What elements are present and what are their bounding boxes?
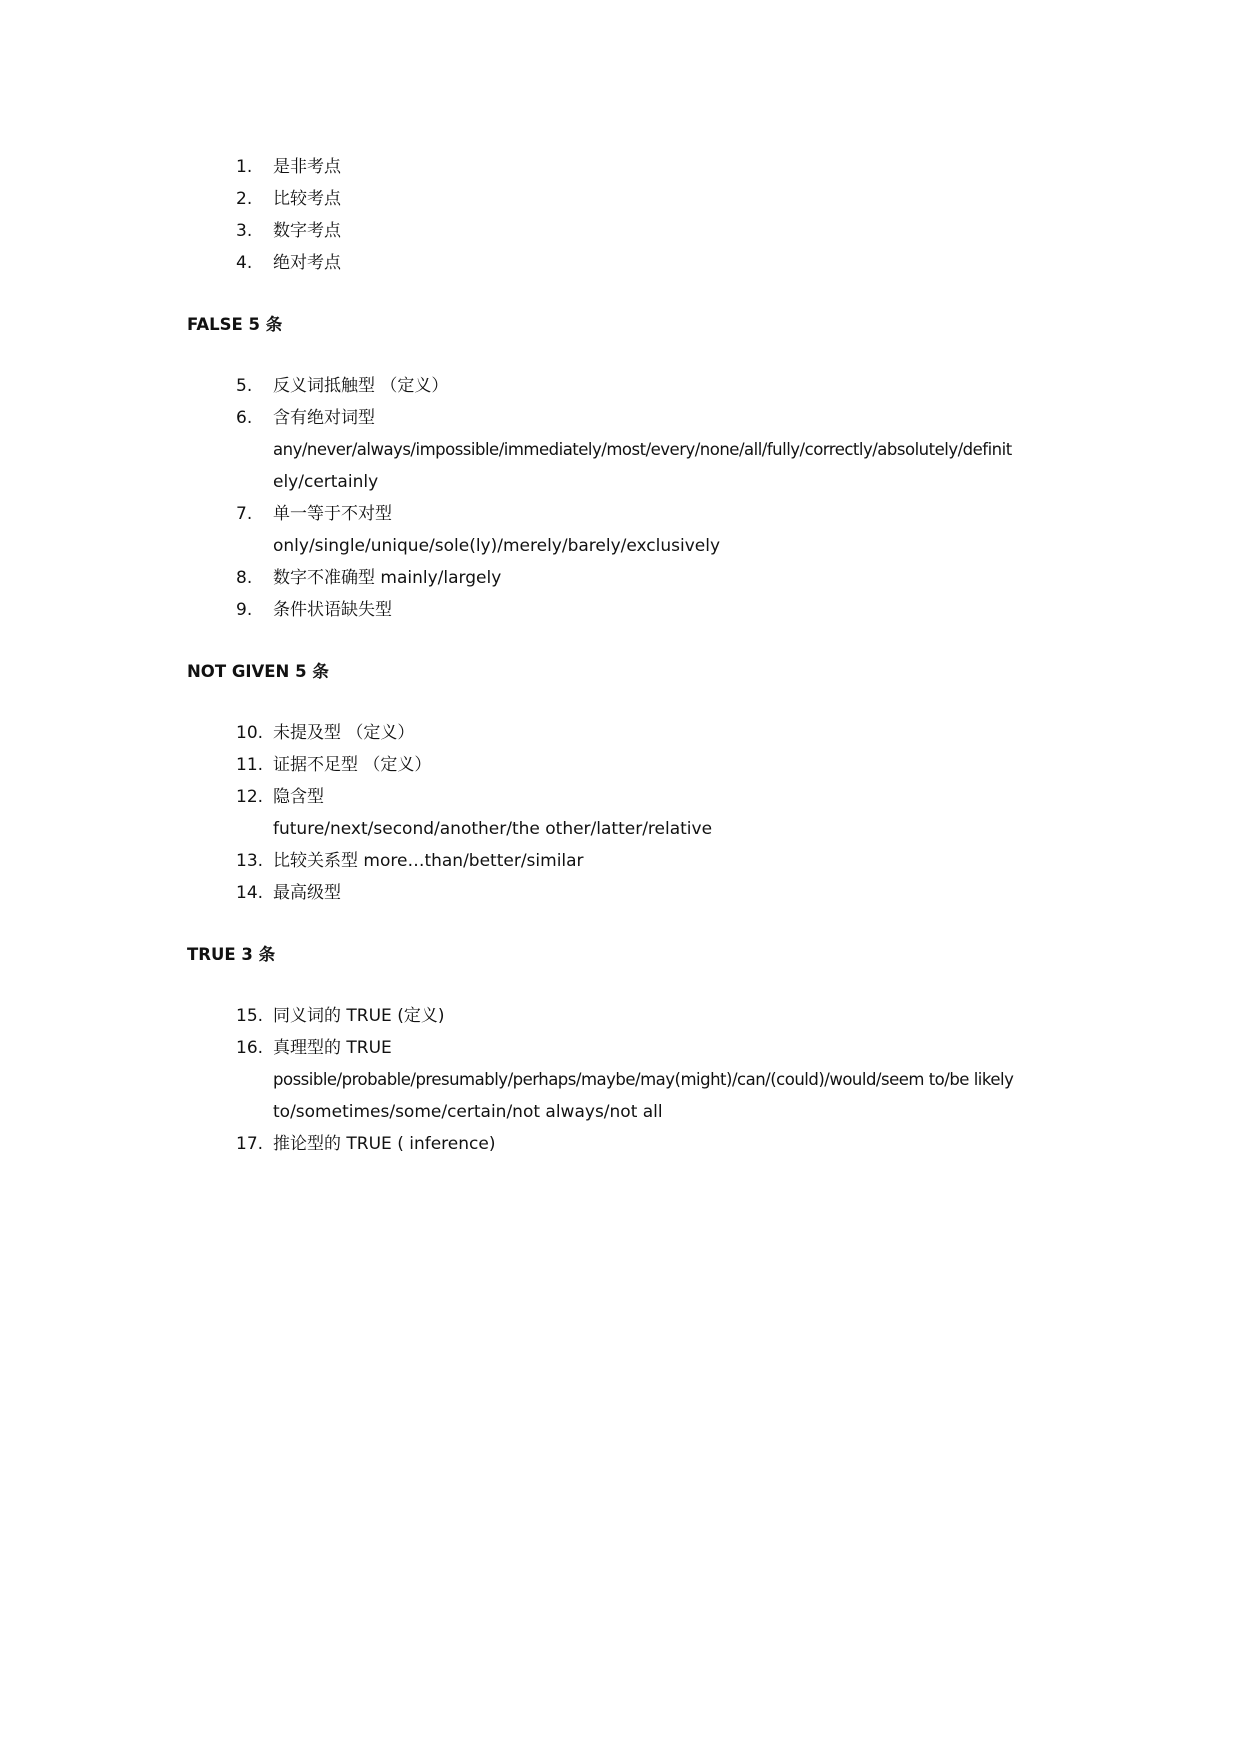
item-text: 单一等于不对型 (273, 504, 392, 524)
item-text: 同义词的 TRUE (定义) (273, 1006, 445, 1026)
list-item (236, 1133, 495, 1155)
item-number: 7. (236, 504, 253, 524)
item-number: 6. (236, 408, 253, 428)
item-number: 11. (236, 755, 264, 775)
list-item (236, 503, 392, 525)
item-text: 推论型的 TRUE ( inference) (273, 1134, 496, 1154)
list-item (236, 850, 584, 872)
list-item (236, 722, 414, 744)
item-continuation: possible/probable/presumably/perhaps/maybe/may(might)/can/(could)/would/seem to/be likely (273, 1070, 1014, 1089)
item-text: 绝对考点 (273, 253, 341, 273)
item-number: 4. (236, 253, 253, 273)
item-text: 证据不足型 （定义） (273, 755, 432, 775)
item-number: 14. (236, 883, 264, 903)
list-item (236, 882, 341, 904)
item-number: 1. (236, 157, 253, 177)
list-item (236, 220, 341, 242)
section-heading-not-given: NOT GIVEN 5 条 (187, 662, 329, 681)
list-item (236, 599, 392, 621)
item-continuation: only/single/unique/sole(ly)/merely/barely/exclusively (273, 536, 721, 556)
item-number: 15. (236, 1006, 264, 1026)
item-number: 17. (236, 1134, 264, 1154)
item-text: 比较考点 (273, 189, 341, 209)
item-text: 比较关系型 more…than/better/similar (273, 851, 584, 871)
item-number: 3. (236, 221, 253, 241)
list-item (236, 252, 341, 274)
item-continuation: to/sometimes/some/certain/not always/not all (273, 1102, 663, 1122)
item-text: 最高级型 (273, 883, 341, 903)
item-number: 2. (236, 189, 253, 209)
list-item (236, 375, 448, 397)
item-text: 真理型的 TRUE (273, 1038, 392, 1058)
item-number: 12. (236, 787, 264, 807)
item-continuation: ely/certainly (273, 472, 379, 492)
item-continuation: future/next/second/another/the other/latter/relative (273, 819, 713, 839)
list-item (236, 1037, 392, 1059)
item-text: 未提及型 （定义） (273, 723, 415, 743)
item-text: 数字不准确型 mainly/largely (273, 568, 502, 588)
item-text: 反义词抵触型 （定义） (273, 376, 449, 396)
item-continuation: any/never/always/impossible/immediately/most/every/none/all/fully/correctly/absolutely/definit (273, 440, 1012, 459)
item-number: 13. (236, 851, 264, 871)
item-text: 条件状语缺失型 (273, 600, 392, 620)
list-item (236, 754, 431, 776)
item-text: 含有绝对词型 (273, 408, 375, 428)
item-number: 5. (236, 376, 253, 396)
list-item (236, 567, 501, 589)
item-number: 8. (236, 568, 253, 588)
item-text: 隐含型 (273, 787, 324, 807)
list-item (236, 786, 324, 808)
item-text: 是非考点 (273, 157, 341, 177)
list-item (236, 1005, 444, 1027)
section-heading-true: TRUE 3 条 (187, 945, 276, 964)
item-text: 数字考点 (273, 221, 341, 241)
item-number: 10. (236, 723, 264, 743)
item-number: 16. (236, 1038, 264, 1058)
item-number: 9. (236, 600, 253, 620)
list-item (236, 188, 341, 210)
section-heading-false: FALSE 5 条 (187, 315, 283, 334)
list-item (236, 407, 375, 429)
list-item (236, 156, 341, 178)
